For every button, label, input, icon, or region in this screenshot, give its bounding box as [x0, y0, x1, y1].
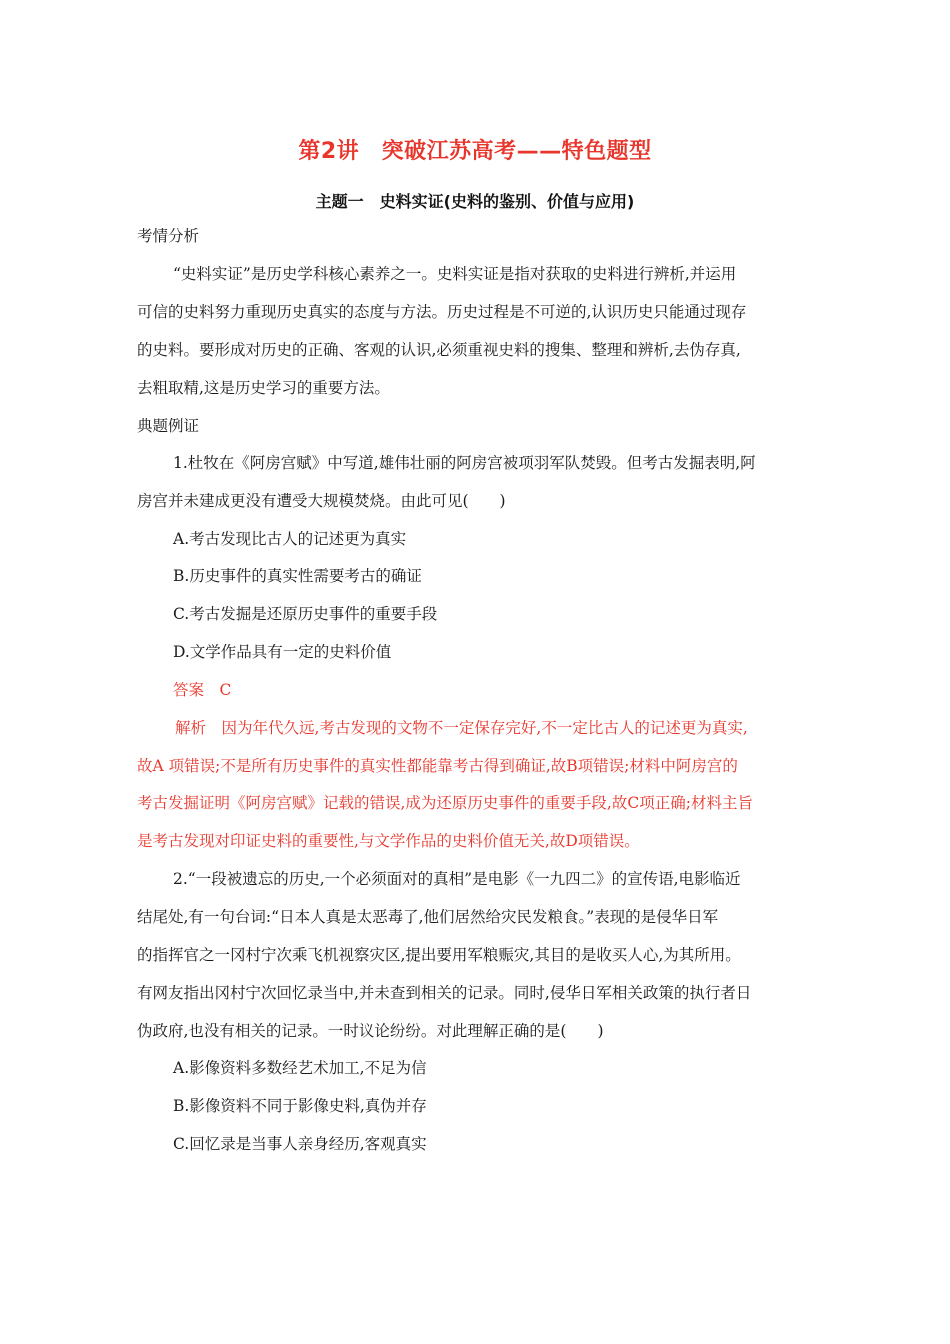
question-1-option-a: A.考古发现比古人的记述更为真实 [173, 530, 407, 548]
section-subtitle: 主题一 史料实证(史料的鉴别、价值与应用) [315, 192, 635, 211]
question-1-option-c: C.考古发掘是还原历史事件的重要手段 [173, 605, 438, 623]
question-1-answer: 答案 C [173, 681, 232, 699]
question-2-stem: 结尾处,有一句台词:“日本人真是太恶毒了,他们居然给灾民发粮食。”表现的是侵华日军 [137, 908, 719, 926]
section-heading-analysis: 考情分析 [137, 227, 200, 245]
question-2-stem: 有网友指出冈村宁次回忆录当中,并未查到相关的记录。同时,侵华日军相关政策的执行者日 [137, 984, 752, 1002]
paragraph-line: 去粗取精,这是历史学习的重要方法。 [137, 379, 390, 397]
question-2-stem: 伪政府,也没有相关的记录。一时议论纷纷。对此理解正确的是( ) [137, 1022, 604, 1040]
paragraph-line: “史料实证”是历史学科核心素养之一。史料实证是指对获取的史料进行辨析,并运用 [173, 265, 737, 283]
question-1-stem: 房宫并未建成更没有遭受大规模焚烧。由此可见( ) [137, 492, 506, 510]
question-2-option-b: B.影像资料不同于影像史料,真伪并存 [173, 1097, 427, 1115]
question-2-stem: 2.“一段被遗忘的历史,一个必须面对的真相”是电影《一九四二》的宣传语,电影临近 [173, 870, 741, 888]
paragraph-line: 可信的史料努力重现历史真实的态度与方法。历史过程是不可逆的,认识历史只能通过现存 [137, 303, 747, 321]
question-2-option-c: C.回忆录是当事人亲身经历,客观真实 [173, 1135, 427, 1153]
question-1-analysis: 解析 因为年代久远,考古发现的文物不一定保存完好,不一定比古人的记述更为真实, [175, 719, 748, 737]
question-1-analysis: 是考古发现对印证史料的重要性,与文学作品的史料价值无关,故D项错误。 [137, 832, 640, 850]
question-1-stem: 1.杜牧在《阿房宫赋》中写道,雄伟壮丽的阿房宫被项羽军队焚毁。但考古发掘表明,阿 [173, 454, 756, 472]
question-2-stem: 的指挥官之一冈村宁次乘飞机视察灾区,提出要用军粮赈灾,其目的是收买人心,为其所用。 [137, 946, 741, 964]
question-1-analysis: 故A 项错误;不是所有历史事件的真实性都能靠考古得到确证,故B项错误;材料中阿房宫的 [137, 757, 738, 775]
question-1-option-b: B.历史事件的真实性需要考古的确证 [173, 567, 422, 585]
question-1-option-d: D.文学作品具有一定的史料价值 [173, 643, 392, 661]
paragraph-line: 的史料。要形成对历史的正确、客观的认识,必须重视史料的搜集、整理和辨析,去伪存真, [137, 341, 741, 359]
section-heading-examples: 典题例证 [137, 417, 200, 435]
page-title: 第2讲 突破江苏高考——特色题型 [298, 139, 652, 164]
question-1-analysis: 考古发掘证明《阿房宫赋》记载的错误,成为还原历史事件的重要手段,故C项正确;材料主旨 [137, 794, 753, 812]
question-2-option-a: A.影像资料多数经艺术加工,不足为信 [173, 1059, 427, 1077]
